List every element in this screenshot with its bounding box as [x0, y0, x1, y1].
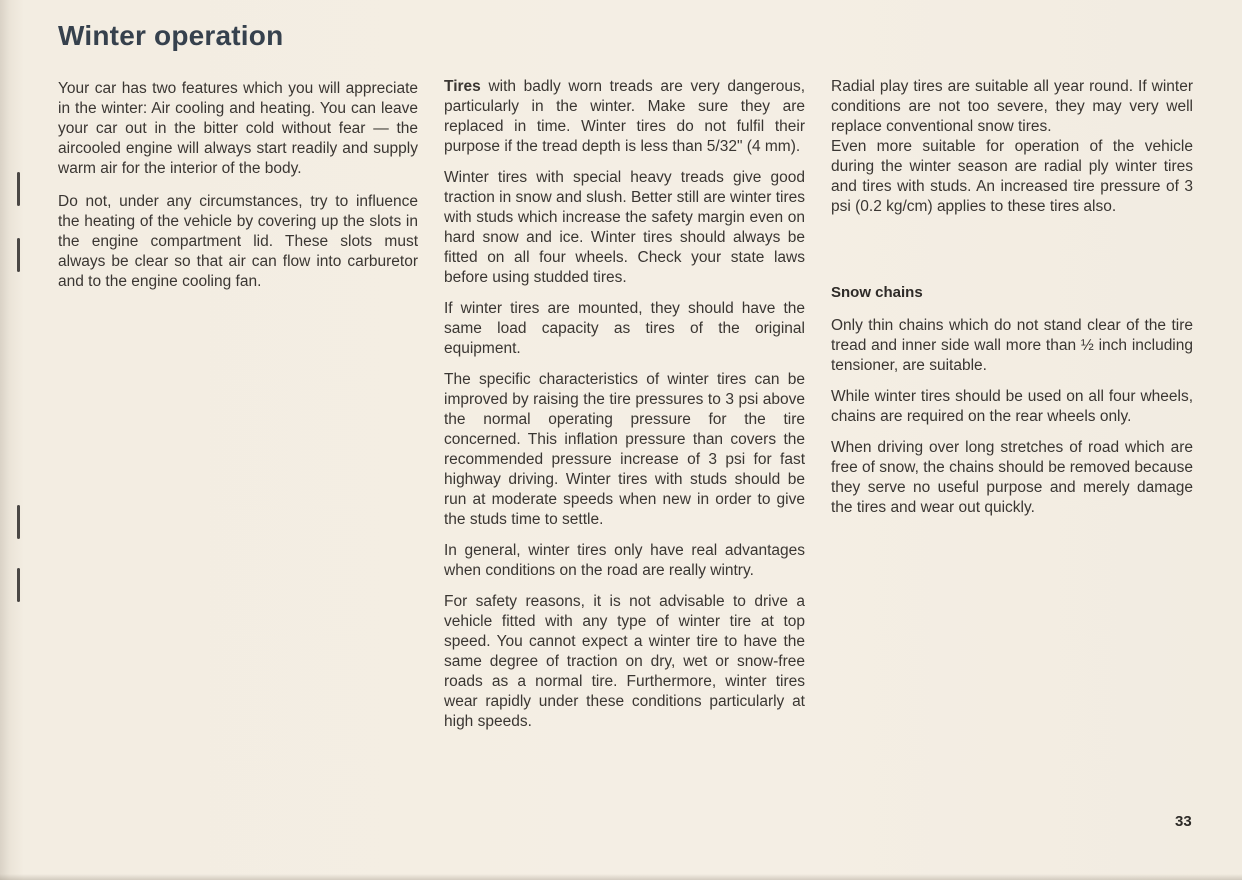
page-number: 33: [1175, 813, 1192, 830]
section-heading: Snow chains: [831, 284, 923, 301]
paragraph: Winter tires with special heavy treads give good traction in snow and slush. Better still are winter tires with studs which increase the safety margin even on hard snow and ice. Winter tires should always be fitted on all four wheels. Check your state laws before using studded tires.: [444, 169, 805, 286]
column-2: [444, 77, 805, 743]
paragraph: In general, winter tires only have real advantages when conditions on the road are really wintry.: [444, 542, 805, 579]
page-title: Winter operation: [58, 20, 284, 51]
binding-mark: [17, 505, 20, 539]
binding-mark: [17, 172, 20, 206]
paragraph: Even more suitable for operation of the vehicle during the winter season are radial ply winter tires and tires with studs. An increased tire pressure of 3 psi (0.2 kg/cm) applies to these tires also.: [831, 138, 1193, 215]
column-1: [58, 79, 418, 305]
paragraph: Radial play tires are suitable all year round. If winter conditions are not too severe, they may very well replace conventional snow tires.: [831, 78, 1193, 135]
column-3: [831, 77, 1193, 529]
paragraph-text: with badly worn treads are very dangerous, particularly in the winter. Make sure they are replaced in time. Winter tires do not fulfil their purpose if the tread depth is less than 5/32" (4 mm).: [444, 78, 805, 155]
paragraph: Do not, under any circumstances, try to influence the heating of the vehicle by covering up the slots in the engine compartment lid. These slots must always be clear so that air can flow into carburetor and to the engine cooling fan.: [58, 193, 418, 290]
paragraph: If winter tires are mounted, they should have the same load capacity as tires of the original equipment.: [444, 300, 805, 357]
paragraph: While winter tires should be used on all four wheels, chains are required on the rear wheels only.: [831, 388, 1193, 425]
paragraph: The specific characteristics of winter tires can be improved by raising the tire pressures to 3 psi above the normal operating pressure for the tire concerned. This inflation pressure than covers the recommended pressure increase of 3 psi for fast highway driving. Winter tires with studs should be run at moderate speeds when new in order to give the studs time to settle.: [444, 371, 805, 528]
paragraph: Your car has two features which you will appreciate in the winter: Air cooling and heating. You can leave your car out in the bitter cold without fear — the aircooled engine will always start readily and supply warm air for the interior of the body.: [58, 80, 418, 177]
paragraph: When driving over long stretches of road which are free of snow, the chains should be removed because they serve no useful purpose and merely damage the tires and wear out quickly.: [831, 439, 1193, 516]
binding-mark: [17, 568, 20, 602]
binding-mark: [17, 238, 20, 272]
paragraph: For safety reasons, it is not advisable to drive a vehicle fitted with any type of winter tire at top speed. You cannot expect a winter tire to have the same degree of traction on dry, wet or snow-free roads as a normal tire. Furthermore, winter tires wear rapidly under these conditions particularly at high speeds.: [444, 593, 805, 730]
paragraph: [444, 77, 805, 157]
paragraph: Only thin chains which do not stand clear of the tire tread and inner side wall more than ½ inch including tensioner, are suitable.: [831, 317, 1193, 374]
lead-word: Tires: [444, 78, 481, 95]
snow-chains-section: [831, 283, 1193, 518]
